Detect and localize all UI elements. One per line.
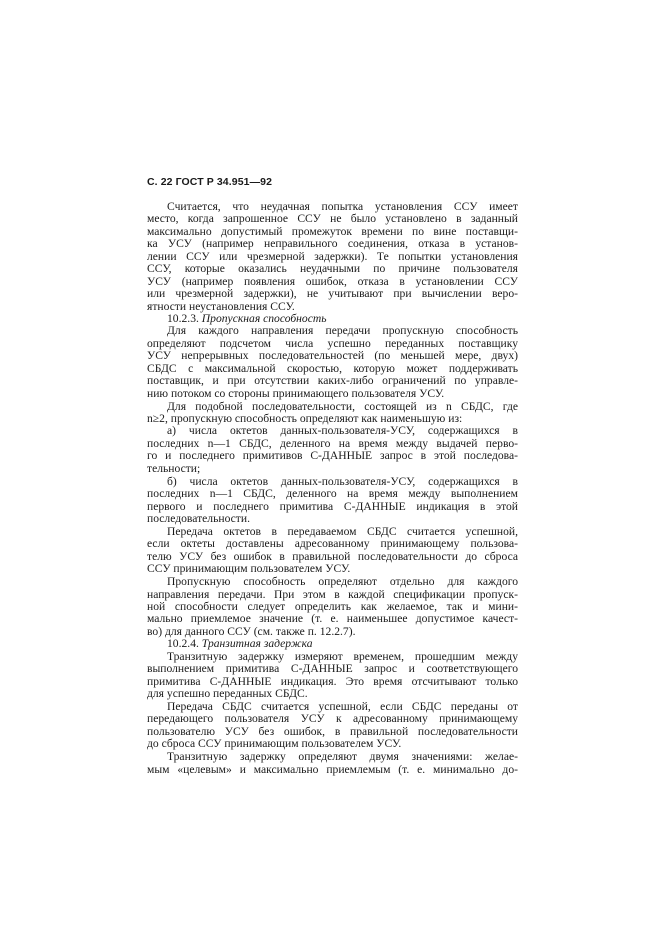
text-line: УСУ непрерывных последовательностей (по меньшей мере, двух) xyxy=(147,349,518,363)
text-line: мально приемлемое значение (т. е. наименьшее допустимое качест- xyxy=(147,612,518,626)
text-line: место, когда запрошенное ССУ не было установлено в заданный xyxy=(147,212,518,226)
document-page xyxy=(147,176,518,776)
section-heading-10-2-4 xyxy=(147,638,518,650)
text-line: передающего пользователя УСУ к адресованному принимающему xyxy=(147,712,518,726)
text-line: Транзитную задержку определяют двумя значениями: желае- xyxy=(167,750,518,764)
text-line: ятности неустановления ССУ. xyxy=(147,299,295,313)
text-line: до сброса ССУ принимающим пользователем УСУ. xyxy=(147,737,402,751)
text-line: Пропускную способность определяют отдельно для каждого xyxy=(167,575,518,589)
text-line: тельности; xyxy=(147,461,201,475)
document-body xyxy=(147,201,518,776)
text-line: Считается, что неудачная попытка установления ССУ имеет xyxy=(167,200,518,213)
text-line: направления передачи. При этом в каждой спецификации пропуск- xyxy=(147,587,518,601)
text-line: Для подобной последовательности, состоящей из n СБДС, где xyxy=(167,399,518,413)
paragraph-transit-delay-definition xyxy=(147,651,518,701)
text-line: первого и последнего примитива С-ДАННЫЕ индикация в этой xyxy=(147,499,518,513)
text-line: определяют подсчетом числа успешно переданных поставщику xyxy=(147,336,518,350)
section-number: 10.2.3. xyxy=(167,311,199,325)
text-line: примитива С-ДАННЫЕ индикация. Это время отсчитывают только xyxy=(147,674,518,688)
text-line: максимально допустимый промежуток времени по вине поставщи- xyxy=(147,224,518,238)
text-line: го и последнего примитивов С-ДАННЫЕ запрос в этой последова- xyxy=(147,449,518,463)
section-number: 10.2.4. xyxy=(167,637,199,651)
running-head: С. 22 ГОСТ Р 34.951—92 xyxy=(147,176,273,188)
list-item-b xyxy=(147,476,518,526)
text-line: лении ССУ или чрезмерной задержки). Те попытки установления xyxy=(147,249,518,263)
text-line: УСУ (например появления ошибок, отказа в установлении ССУ xyxy=(147,274,518,288)
text-line: ССУ, которые оказались неудачными по причине пользователя xyxy=(147,262,518,276)
text-line: n≥2, пропускную способность определяют как наименьшую из: xyxy=(147,411,463,425)
text-line: ной способности следует определить как желаемое, так и мини- xyxy=(147,600,518,613)
text-line: поставщик, и при отсутствии каких-либо ограничений по управле- xyxy=(147,374,518,388)
paragraph-transit-delay-values xyxy=(147,751,518,776)
text-line: ССУ принимающим пользователем УСУ. xyxy=(147,562,351,576)
text-line: во) для данного ССУ (см. также п. 12.2.7). xyxy=(147,624,356,638)
text-line: последних n—1 СБДС, деленного на время между выполнением xyxy=(147,487,518,501)
text-line: Транзитную задержку измеряют временем, прошедшим между xyxy=(167,649,518,663)
text-line: выполнением примитива С-ДАННЫЕ запрос и соответствующего xyxy=(147,662,518,676)
text-line: телю УСУ без ошибок в правильной последовательности до сброса xyxy=(147,549,518,563)
text-line: Для каждого направления передачи пропускную способность xyxy=(167,324,518,338)
paragraph-throughput-definition xyxy=(147,325,518,400)
list-item-a xyxy=(147,425,518,475)
text-line: пользователю УСУ без ошибок, в правильной последовательности xyxy=(147,724,518,738)
paragraph-octet-success xyxy=(147,526,518,576)
text-line: Передача СБДС считается успешной, если СБДС переданы от xyxy=(167,700,518,713)
text-line: нию потоком со стороны принимающего пользователя УСУ. xyxy=(147,386,445,400)
text-line: а) числа октетов данных-пользователя-УСУ, содержащихся в xyxy=(167,424,518,438)
text-line: ка УСУ (например неправильного соединения, отказа в установ- xyxy=(147,237,518,251)
text-line: мым «целевым» и максимально приемлемым (т. е. минимально до- xyxy=(147,762,518,776)
section-title: Пропускная способность xyxy=(201,311,327,325)
text-line: последовательности. xyxy=(147,511,250,525)
text-line: или чрезмерной задержки), не учитывают при вычислении веро- xyxy=(147,287,518,301)
text-line: СБДС с максимальной скоростью, которую может поддерживать xyxy=(147,361,518,375)
text-line: Передача октетов в передаваемом СБДС считается успешной, xyxy=(167,524,518,538)
paragraph-throughput-per-direction xyxy=(147,576,518,638)
paragraph-failed-connection xyxy=(147,201,518,313)
text-line: б) числа октетов данных-пользователя-УСУ, содержащихся в xyxy=(167,474,518,488)
paragraph-sbds-success xyxy=(147,701,518,751)
text-line: если октеты доставлены адресованному принимающему пользова- xyxy=(147,537,518,551)
section-title: Транзитная задержка xyxy=(201,637,313,651)
text-line: для успешно переданных СБДС. xyxy=(147,687,308,701)
text-line: последних n—1 СБДС, деленного на время между выдачей перво- xyxy=(147,436,518,450)
paragraph-sequence-n xyxy=(147,401,518,426)
